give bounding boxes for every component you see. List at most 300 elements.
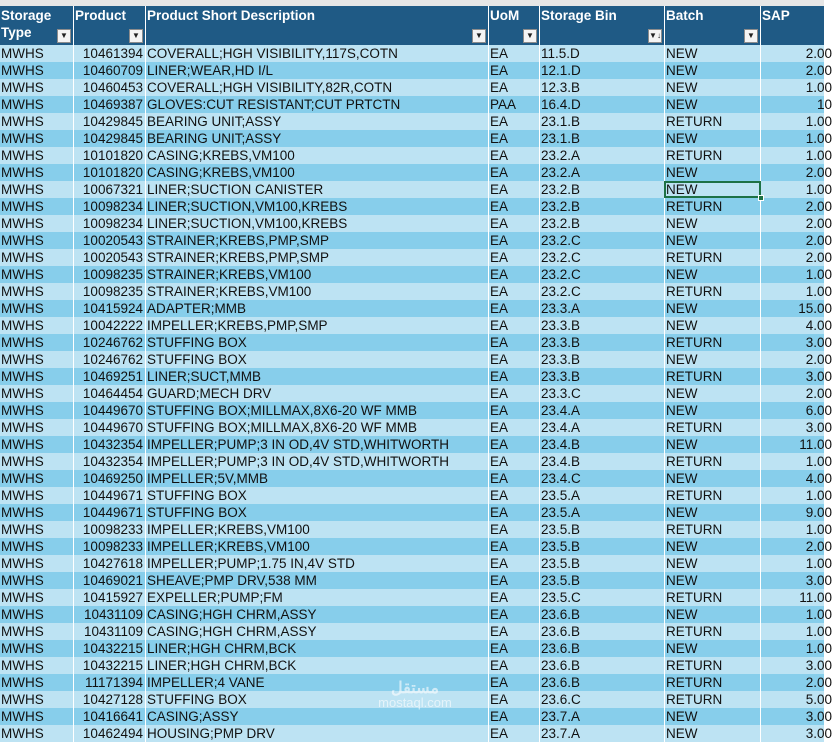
cell-uom[interactable]: EA <box>489 266 540 283</box>
cell-description[interactable]: STUFFING BOX <box>146 504 489 521</box>
cell-uom[interactable]: EA <box>489 487 540 504</box>
cell-product[interactable]: 10460709 <box>74 62 146 79</box>
table-row <box>0 521 832 538</box>
cell-sap[interactable]: 1.00 <box>761 555 835 572</box>
cell-uom[interactable]: EA <box>489 470 540 487</box>
cell-storage-bin[interactable]: 23.2.C <box>540 249 665 266</box>
cell-storage-type[interactable]: MWHS <box>0 725 74 742</box>
cell-uom[interactable]: EA <box>489 232 540 249</box>
cell-storage-type[interactable]: MWHS <box>0 266 74 283</box>
cell-storage-type[interactable]: MWHS <box>0 232 74 249</box>
cell-sap[interactable]: 4.00 <box>761 317 835 334</box>
cell-description[interactable]: STRAINER;KREBS,VM100 <box>146 266 489 283</box>
cell-description[interactable]: STRAINER;KREBS,PMP,SMP <box>146 249 489 266</box>
cell-description[interactable]: LINER;SUCTION,VM100,KREBS <box>146 215 489 232</box>
cell-sap[interactable]: 11.00 <box>761 589 835 606</box>
cell-product[interactable]: 10449671 <box>74 504 146 521</box>
cell-product[interactable]: 10246762 <box>74 351 146 368</box>
cell-uom[interactable]: EA <box>489 623 540 640</box>
cell-product[interactable]: 10460453 <box>74 79 146 96</box>
cell-uom[interactable]: EA <box>489 640 540 657</box>
cell-sap[interactable]: 11.00 <box>761 436 835 453</box>
cell-product[interactable]: 10449670 <box>74 419 146 436</box>
table-row <box>0 317 832 334</box>
filter-dropdown-icon[interactable]: ▼ <box>744 29 758 43</box>
cell-storage-bin[interactable]: 23.7.A <box>540 708 665 725</box>
cell-storage-bin[interactable]: 23.4.A <box>540 419 665 436</box>
cell-sap[interactable]: 2.00 <box>761 164 835 181</box>
cell-storage-type[interactable]: MWHS <box>0 606 74 623</box>
cell-description[interactable]: IMPELLER;PUMP;1.75 IN,4V STD <box>146 555 489 572</box>
cell-product[interactable]: 10098234 <box>74 215 146 232</box>
cell-uom[interactable]: EA <box>489 300 540 317</box>
cell-storage-type[interactable]: MWHS <box>0 385 74 402</box>
cell-batch[interactable]: NEW <box>665 436 761 453</box>
cell-sap[interactable]: 2.00 <box>761 215 835 232</box>
cell-batch[interactable]: RETURN <box>665 589 761 606</box>
cell-sap[interactable]: 1.00 <box>761 521 835 538</box>
cell-uom[interactable]: EA <box>489 79 540 96</box>
cell-storage-type[interactable]: MWHS <box>0 62 74 79</box>
cell-storage-bin[interactable]: 23.6.B <box>540 657 665 674</box>
cell-uom[interactable]: EA <box>489 708 540 725</box>
cell-storage-bin[interactable]: 23.3.B <box>540 317 665 334</box>
cell-product[interactable]: 10101820 <box>74 147 146 164</box>
cell-storage-bin[interactable]: 23.6.B <box>540 623 665 640</box>
cell-uom[interactable]: EA <box>489 385 540 402</box>
cell-product[interactable]: 10432215 <box>74 640 146 657</box>
cell-product[interactable]: 10431109 <box>74 623 146 640</box>
cell-sap[interactable]: 2.00 <box>761 351 835 368</box>
cell-storage-bin[interactable]: 23.5.C <box>540 589 665 606</box>
cell-product[interactable]: 10415927 <box>74 589 146 606</box>
cell-storage-bin[interactable]: 23.4.B <box>540 436 665 453</box>
cell-uom[interactable]: EA <box>489 45 540 62</box>
cell-uom[interactable]: EA <box>489 691 540 708</box>
cell-description[interactable]: LINER;SUCT,MMB <box>146 368 489 385</box>
cell-product[interactable]: 10427618 <box>74 555 146 572</box>
cell-storage-type[interactable]: MWHS <box>0 130 74 147</box>
cell-product[interactable]: 10020543 <box>74 249 146 266</box>
cell-product[interactable]: 10098233 <box>74 538 146 555</box>
cell-batch[interactable]: NEW <box>665 232 761 249</box>
cell-sap[interactable]: 9.00 <box>761 504 835 521</box>
cell-product[interactable]: 10098235 <box>74 266 146 283</box>
cell-description[interactable]: IMPELLER;KREBS,PMP,SMP <box>146 317 489 334</box>
cell-sap[interactable]: 2.00 <box>761 538 835 555</box>
cell-storage-bin[interactable]: 23.6.B <box>540 674 665 691</box>
cell-storage-bin[interactable]: 23.5.B <box>540 521 665 538</box>
cell-batch[interactable]: RETURN <box>665 368 761 385</box>
cell-sap[interactable]: 1.00 <box>761 283 835 300</box>
cell-uom[interactable]: EA <box>489 215 540 232</box>
cell-description[interactable]: COVERALL;HGH VISIBILITY,117S,COTN <box>146 45 489 62</box>
cell-storage-type[interactable]: MWHS <box>0 300 74 317</box>
cell-storage-type[interactable]: MWHS <box>0 640 74 657</box>
table-row <box>0 232 832 249</box>
cell-uom[interactable]: EA <box>489 572 540 589</box>
cell-description[interactable]: STUFFING BOX;MILLMAX,8X6-20 WF MMB <box>146 402 489 419</box>
cell-batch[interactable]: RETURN <box>665 623 761 640</box>
cell-description[interactable]: GUARD;MECH DRV <box>146 385 489 402</box>
cell-storage-type[interactable]: MWHS <box>0 504 74 521</box>
cell-batch[interactable]: RETURN <box>665 147 761 164</box>
cell-uom[interactable]: EA <box>489 538 540 555</box>
cell-sap[interactable]: 1.00 <box>761 147 835 164</box>
cell-storage-bin[interactable]: 23.2.B <box>540 181 665 198</box>
cell-storage-type[interactable]: MWHS <box>0 45 74 62</box>
cell-uom[interactable]: EA <box>489 368 540 385</box>
cell-storage-bin[interactable]: 23.3.B <box>540 368 665 385</box>
cell-uom[interactable]: EA <box>489 436 540 453</box>
cell-storage-bin[interactable]: 23.6.B <box>540 640 665 657</box>
table-row <box>0 470 832 487</box>
cell-batch[interactable]: NEW <box>665 470 761 487</box>
cell-description[interactable]: LINER;SUCTION,VM100,KREBS <box>146 198 489 215</box>
cell-uom[interactable]: EA <box>489 113 540 130</box>
cell-sap[interactable]: 3.00 <box>761 657 835 674</box>
cell-storage-bin[interactable]: 23.5.B <box>540 572 665 589</box>
cell-description[interactable]: HOUSING;PMP DRV <box>146 725 489 742</box>
cell-batch[interactable]: RETURN <box>665 419 761 436</box>
cell-uom[interactable]: EA <box>489 657 540 674</box>
cell-storage-type[interactable]: MWHS <box>0 538 74 555</box>
cell-storage-bin[interactable]: 23.3.C <box>540 385 665 402</box>
cell-product[interactable]: 10246762 <box>74 334 146 351</box>
cell-sap[interactable]: 3.00 <box>761 725 835 742</box>
cell-batch[interactable]: NEW <box>665 402 761 419</box>
cell-product[interactable]: 10429845 <box>74 113 146 130</box>
cell-product[interactable]: 10098233 <box>74 521 146 538</box>
cell-uom[interactable]: EA <box>489 521 540 538</box>
cell-uom[interactable]: EA <box>489 453 540 470</box>
cell-description[interactable]: STUFFING BOX <box>146 334 489 351</box>
cell-description[interactable]: LINER;HGH CHRM,BCK <box>146 640 489 657</box>
cell-batch[interactable]: NEW <box>665 96 761 113</box>
cell-description[interactable]: IMPELLER;PUMP;3 IN OD,4V STD,WHITWORTH <box>146 453 489 470</box>
cell-storage-type[interactable]: MWHS <box>0 79 74 96</box>
cell-description[interactable]: LINER;HGH CHRM,BCK <box>146 657 489 674</box>
cell-sap[interactable]: 1.00 <box>761 79 835 96</box>
cell-batch[interactable]: RETURN <box>665 657 761 674</box>
cell-description[interactable]: IMPELLER;PUMP;3 IN OD,4V STD,WHITWORTH <box>146 436 489 453</box>
cell-batch[interactable]: NEW <box>665 45 761 62</box>
cell-storage-type[interactable]: MWHS <box>0 674 74 691</box>
cell-batch[interactable]: RETURN <box>665 113 761 130</box>
cell-batch[interactable]: NEW <box>665 62 761 79</box>
cell-batch[interactable]: NEW <box>665 130 761 147</box>
cell-storage-type[interactable]: MWHS <box>0 164 74 181</box>
cell-batch[interactable]: NEW <box>665 266 761 283</box>
cell-storage-type[interactable]: MWHS <box>0 470 74 487</box>
cell-product[interactable]: 10067321 <box>74 181 146 198</box>
cell-storage-bin[interactable]: 11.5.D <box>540 45 665 62</box>
cell-description[interactable]: STUFFING BOX <box>146 487 489 504</box>
cell-uom[interactable]: EA <box>489 725 540 742</box>
cell-sap[interactable]: 1.00 <box>761 453 835 470</box>
cell-product[interactable]: 10469387 <box>74 96 146 113</box>
cell-storage-type[interactable]: MWHS <box>0 521 74 538</box>
cell-description[interactable]: STUFFING BOX <box>146 691 489 708</box>
cell-product[interactable]: 10469251 <box>74 368 146 385</box>
cell-description[interactable]: STUFFING BOX;MILLMAX,8X6-20 WF MMB <box>146 419 489 436</box>
cell-storage-bin[interactable]: 23.5.A <box>540 487 665 504</box>
cell-storage-bin[interactable]: 23.5.B <box>540 538 665 555</box>
cell-description[interactable]: CASING;KREBS,VM100 <box>146 164 489 181</box>
cell-sap[interactable]: 1.00 <box>761 487 835 504</box>
cell-sap[interactable]: 2.00 <box>761 232 835 249</box>
cell-description[interactable]: IMPELLER;4 VANE <box>146 674 489 691</box>
cell-batch[interactable]: NEW <box>665 317 761 334</box>
cell-sap[interactable]: 2.00 <box>761 249 835 266</box>
cell-description[interactable]: GLOVES:CUT RESISTANT;CUT PRTCTN <box>146 96 489 113</box>
cell-batch[interactable]: NEW <box>665 79 761 96</box>
cell-sap[interactable]: 2.00 <box>761 45 835 62</box>
cell-storage-type[interactable]: MWHS <box>0 487 74 504</box>
cell-description[interactable]: EXPELLER;PUMP;FM <box>146 589 489 606</box>
cell-product[interactable]: 10098234 <box>74 198 146 215</box>
cell-product[interactable]: 10427128 <box>74 691 146 708</box>
cell-description[interactable]: IMPELLER;5V,MMB <box>146 470 489 487</box>
cell-uom[interactable]: EA <box>489 283 540 300</box>
cell-batch[interactable]: RETURN <box>665 249 761 266</box>
filter-dropdown-icon[interactable]: ▼ <box>57 29 71 43</box>
cell-uom[interactable]: EA <box>489 589 540 606</box>
cell-storage-bin[interactable]: 23.3.B <box>540 334 665 351</box>
cell-storage-type[interactable]: MWHS <box>0 334 74 351</box>
cell-batch[interactable]: NEW <box>665 385 761 402</box>
cell-product[interactable]: 10469021 <box>74 572 146 589</box>
cell-description[interactable]: BEARING UNIT;ASSY <box>146 113 489 130</box>
cell-batch[interactable]: NEW <box>665 708 761 725</box>
cell-sap[interactable]: 1.00 <box>761 181 835 198</box>
cell-storage-type[interactable]: MWHS <box>0 198 74 215</box>
cell-batch[interactable]: NEW <box>665 504 761 521</box>
cell-product[interactable]: 10432354 <box>74 453 146 470</box>
cell-storage-bin[interactable]: 23.1.B <box>540 130 665 147</box>
cell-storage-bin[interactable]: 23.2.A <box>540 147 665 164</box>
cell-uom[interactable]: EA <box>489 419 540 436</box>
cell-product[interactable]: 10101820 <box>74 164 146 181</box>
cell-storage-type[interactable]: MWHS <box>0 113 74 130</box>
cell-product[interactable]: 10449670 <box>74 402 146 419</box>
cell-batch[interactable]: NEW <box>665 640 761 657</box>
cell-storage-type[interactable]: MWHS <box>0 283 74 300</box>
cell-storage-type[interactable]: MWHS <box>0 419 74 436</box>
cell-batch[interactable]: NEW <box>665 215 761 232</box>
cell-storage-bin[interactable]: 23.5.A <box>540 504 665 521</box>
cell-product[interactable]: 10461394 <box>74 45 146 62</box>
cell-storage-bin[interactable]: 23.4.C <box>540 470 665 487</box>
cell-storage-bin[interactable]: 23.4.A <box>540 402 665 419</box>
cell-product[interactable]: 10431109 <box>74 606 146 623</box>
cell-storage-bin[interactable]: 12.1.D <box>540 62 665 79</box>
cell-storage-bin[interactable]: 23.2.B <box>540 198 665 215</box>
cell-uom[interactable]: EA <box>489 674 540 691</box>
cell-batch[interactable]: NEW <box>665 351 761 368</box>
cell-sap[interactable]: 2.00 <box>761 385 835 402</box>
cell-description[interactable]: CASING;HGH CHRM,ASSY <box>146 606 489 623</box>
cell-batch[interactable]: NEW <box>665 538 761 555</box>
cell-product[interactable]: 10432354 <box>74 436 146 453</box>
cell-storage-bin[interactable]: 23.7.A <box>540 725 665 742</box>
cell-batch[interactable]: RETURN <box>665 487 761 504</box>
cell-storage-type[interactable]: MWHS <box>0 215 74 232</box>
cell-sap[interactable]: 3.00 <box>761 708 835 725</box>
cell-uom[interactable]: EA <box>489 555 540 572</box>
cell-sap[interactable]: 10 <box>761 96 835 113</box>
cell-uom[interactable]: EA <box>489 164 540 181</box>
cell-storage-bin[interactable]: 23.2.C <box>540 266 665 283</box>
cell-storage-type[interactable]: MWHS <box>0 555 74 572</box>
cell-sap[interactable]: 2.00 <box>761 198 835 215</box>
cell-product[interactable]: 10449671 <box>74 487 146 504</box>
cell-description[interactable]: SHEAVE;PMP DRV,538 MM <box>146 572 489 589</box>
cell-storage-type[interactable]: MWHS <box>0 317 74 334</box>
cell-product[interactable]: 10464454 <box>74 385 146 402</box>
cell-sap[interactable]: 3.00 <box>761 334 835 351</box>
cell-storage-bin[interactable]: 23.5.B <box>540 555 665 572</box>
cell-batch[interactable]: RETURN <box>665 334 761 351</box>
cell-sap[interactable]: 4.00 <box>761 470 835 487</box>
cell-uom[interactable]: EA <box>489 62 540 79</box>
cell-product[interactable]: 10416641 <box>74 708 146 725</box>
cell-product[interactable]: 10042222 <box>74 317 146 334</box>
cell-sap[interactable]: 6.00 <box>761 402 835 419</box>
cell-storage-type[interactable]: MWHS <box>0 453 74 470</box>
cell-storage-bin[interactable]: 23.2.C <box>540 283 665 300</box>
cell-uom[interactable]: EA <box>489 181 540 198</box>
cell-storage-bin[interactable]: 23.1.B <box>540 113 665 130</box>
cell-product[interactable]: 11171394 <box>74 674 146 691</box>
cell-batch[interactable]: RETURN <box>665 283 761 300</box>
cell-sap[interactable]: 1.00 <box>761 623 835 640</box>
cell-uom[interactable]: EA <box>489 249 540 266</box>
cell-uom[interactable]: EA <box>489 198 540 215</box>
cell-sap[interactable]: 1.00 <box>761 606 835 623</box>
watermark-logo: مستقل <box>391 680 439 697</box>
cell-description[interactable]: IMPELLER;KREBS,VM100 <box>146 521 489 538</box>
cell-storage-bin[interactable]: 23.3.B <box>540 351 665 368</box>
cell-storage-type[interactable]: MWHS <box>0 572 74 589</box>
cell-sap[interactable]: 3.00 <box>761 368 835 385</box>
cell-uom[interactable]: EA <box>489 317 540 334</box>
cell-storage-type[interactable]: MWHS <box>0 708 74 725</box>
cell-batch[interactable]: RETURN <box>665 453 761 470</box>
cell-sap[interactable]: 3.00 <box>761 572 835 589</box>
filter-dropdown-icon[interactable]: ▼ <box>129 29 143 43</box>
cell-product[interactable]: 10462494 <box>74 725 146 742</box>
cell-storage-type[interactable]: MWHS <box>0 691 74 708</box>
cell-storage-type[interactable]: MWHS <box>0 351 74 368</box>
cell-batch[interactable]: RETURN <box>665 521 761 538</box>
cell-uom[interactable]: EA <box>489 130 540 147</box>
cell-sap[interactable]: 1.00 <box>761 640 835 657</box>
cell-storage-type[interactable]: MWHS <box>0 147 74 164</box>
cell-batch[interactable]: NEW <box>665 572 761 589</box>
cell-description[interactable]: ADAPTER;MMB <box>146 300 489 317</box>
cell-uom[interactable]: EA <box>489 147 540 164</box>
cell-description[interactable]: CASING;ASSY <box>146 708 489 725</box>
cell-batch[interactable]: RETURN <box>665 198 761 215</box>
cell-batch[interactable]: NEW <box>665 300 761 317</box>
cell-uom[interactable]: EA <box>489 351 540 368</box>
cell-description[interactable]: LINER;SUCTION CANISTER <box>146 181 489 198</box>
cell-storage-type[interactable]: MWHS <box>0 249 74 266</box>
cell-storage-bin[interactable]: 23.6.C <box>540 691 665 708</box>
cell-storage-bin[interactable]: 12.3.B <box>540 79 665 96</box>
cell-storage-bin[interactable]: 23.3.A <box>540 300 665 317</box>
cell-storage-type[interactable]: MWHS <box>0 436 74 453</box>
cell-storage-bin[interactable]: 16.4.D <box>540 96 665 113</box>
cell-uom[interactable]: EA <box>489 504 540 521</box>
cell-product[interactable]: 10020543 <box>74 232 146 249</box>
sort-ascending-icon[interactable]: ▼↓ <box>648 29 662 43</box>
cell-batch[interactable]: NEW <box>665 181 761 198</box>
cell-description[interactable]: STUFFING BOX <box>146 351 489 368</box>
cell-batch[interactable]: NEW <box>665 164 761 181</box>
cell-description[interactable]: CASING;HGH CHRM,ASSY <box>146 623 489 640</box>
cell-sap[interactable]: 1.00 <box>761 130 835 147</box>
cell-uom[interactable]: PAA <box>489 96 540 113</box>
cell-product[interactable]: 10415924 <box>74 300 146 317</box>
cell-sap[interactable]: 3.00 <box>761 419 835 436</box>
cell-product[interactable]: 10469250 <box>74 470 146 487</box>
cell-storage-type[interactable]: MWHS <box>0 181 74 198</box>
cell-storage-bin[interactable]: 23.4.B <box>540 453 665 470</box>
cell-storage-type[interactable]: MWHS <box>0 657 74 674</box>
cell-sap[interactable]: 2.00 <box>761 674 835 691</box>
cell-batch[interactable]: RETURN <box>665 691 761 708</box>
cell-storage-bin[interactable]: 23.2.B <box>540 215 665 232</box>
cell-storage-bin[interactable]: 23.6.B <box>540 606 665 623</box>
cell-uom[interactable]: EA <box>489 334 540 351</box>
fill-handle[interactable] <box>758 195 764 201</box>
cell-sap[interactable]: 1.00 <box>761 266 835 283</box>
cell-storage-bin[interactable]: 23.2.A <box>540 164 665 181</box>
cell-storage-type[interactable]: MWHS <box>0 589 74 606</box>
cell-sap[interactable]: 2.00 <box>761 62 835 79</box>
cell-storage-bin[interactable]: 23.2.C <box>540 232 665 249</box>
cell-batch[interactable]: RETURN <box>665 674 761 691</box>
cell-storage-type[interactable]: MWHS <box>0 623 74 640</box>
cell-uom[interactable]: EA <box>489 606 540 623</box>
cell-product[interactable]: 10098235 <box>74 283 146 300</box>
cell-description[interactable]: STRAINER;KREBS,VM100 <box>146 283 489 300</box>
cell-product[interactable]: 10429845 <box>74 130 146 147</box>
cell-description[interactable]: LINER;WEAR,HD I/L <box>146 62 489 79</box>
cell-storage-type[interactable]: MWHS <box>0 96 74 113</box>
cell-storage-type[interactable]: MWHS <box>0 368 74 385</box>
cell-description[interactable]: CASING;KREBS,VM100 <box>146 147 489 164</box>
header-label: Product <box>75 8 127 23</box>
cell-uom[interactable]: EA <box>489 402 540 419</box>
cell-storage-type[interactable]: MWHS <box>0 402 74 419</box>
cell-description[interactable]: IMPELLER;KREBS,VM100 <box>146 538 489 555</box>
cell-product[interactable]: 10432215 <box>74 657 146 674</box>
cell-description[interactable]: COVERALL;HGH VISIBILITY,82R,COTN <box>146 79 489 96</box>
cell-sap[interactable]: 15.00 <box>761 300 835 317</box>
filter-dropdown-icon[interactable]: ▼ <box>472 29 486 43</box>
cell-sap[interactable]: 1.00 <box>761 113 835 130</box>
cell-sap[interactable]: 5.00 <box>761 691 835 708</box>
cell-batch[interactable]: NEW <box>665 555 761 572</box>
cell-description[interactable]: STRAINER;KREBS,PMP,SMP <box>146 232 489 249</box>
filter-dropdown-icon[interactable]: ▼ <box>523 29 537 43</box>
cell-batch[interactable]: NEW <box>665 606 761 623</box>
cell-batch[interactable]: NEW <box>665 725 761 742</box>
cell-description[interactable]: BEARING UNIT;ASSY <box>146 130 489 147</box>
